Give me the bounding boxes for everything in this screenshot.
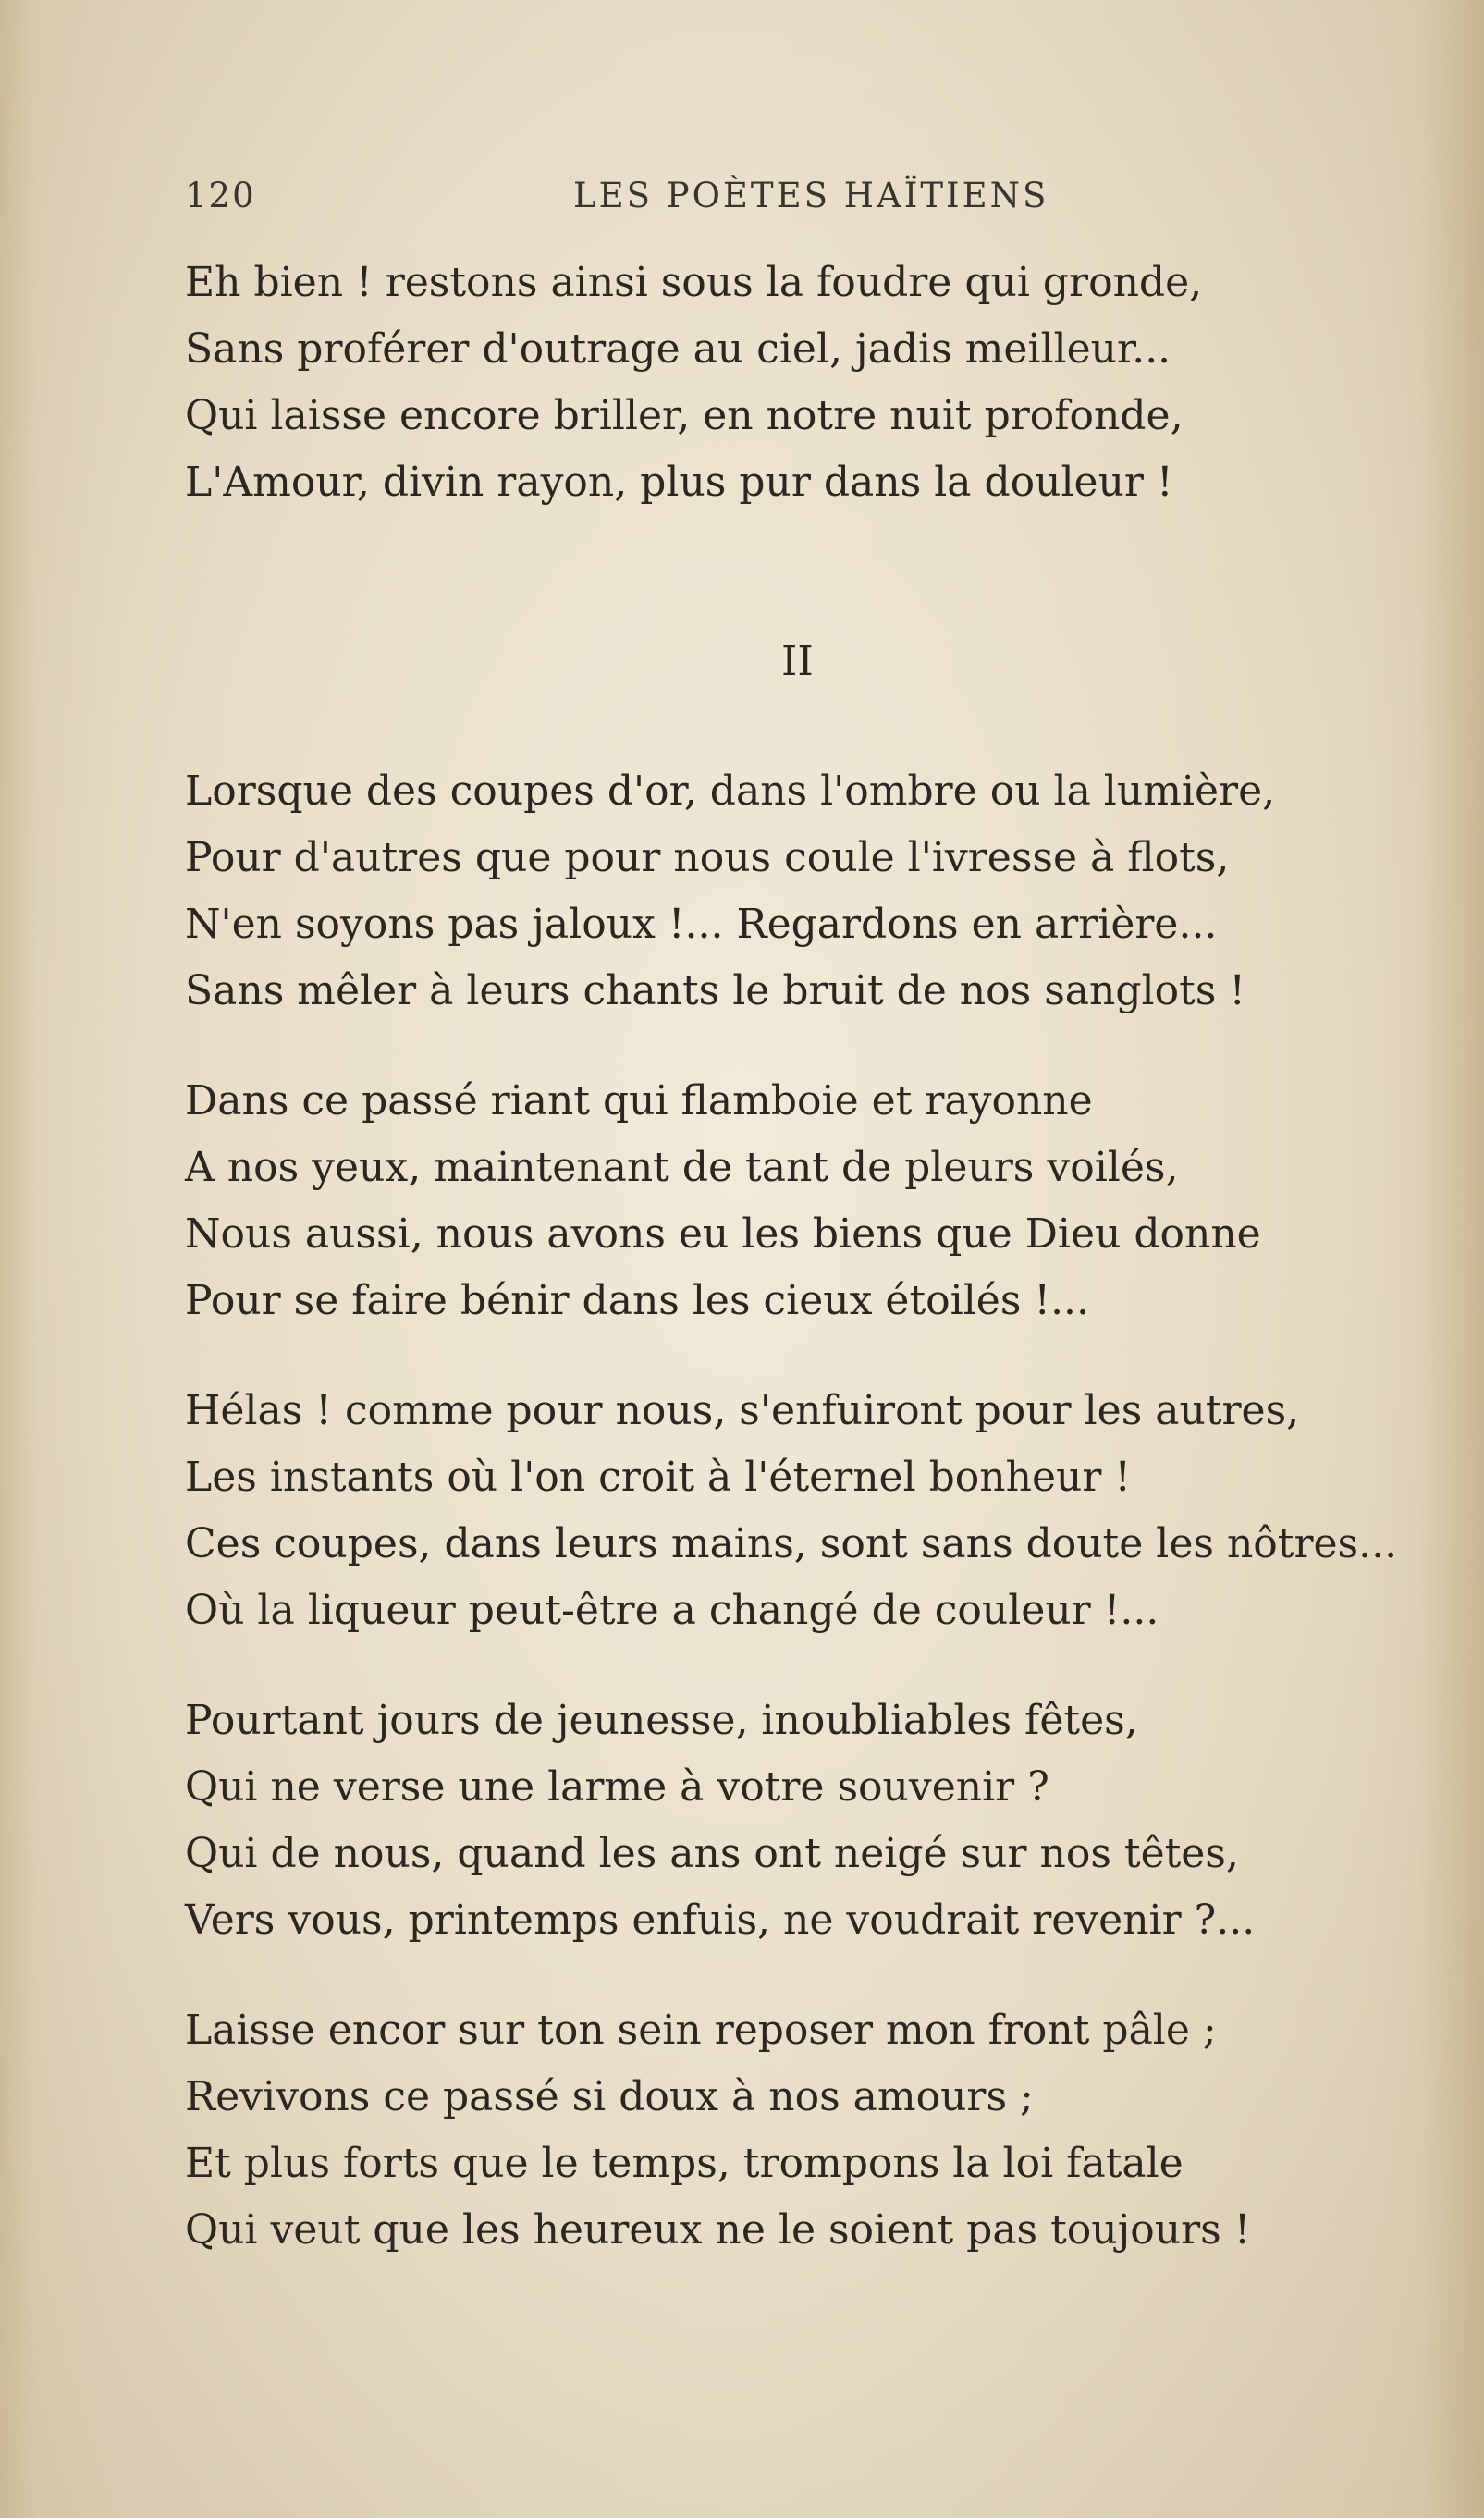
verse-line: Qui laisse encore briller, en notre nuit profonde, bbox=[185, 392, 1184, 439]
verse-line: Lorsque des coupes d'or, dans l'ombre ou la lumière, bbox=[185, 768, 1276, 815]
verse-line: Qui ne verse une larme à votre souvenir ? bbox=[185, 1763, 1049, 1811]
stanza-4 bbox=[185, 1378, 1397, 1644]
running-head: LES POÈTES HAÏTIENS bbox=[573, 176, 1049, 215]
section-numeral: II bbox=[781, 638, 814, 685]
verse-line: Ces coupes, dans leurs mains, sont sans doute les nôtres... bbox=[185, 1520, 1398, 1567]
verse-line: Vers vous, printemps enfuis, ne voudrait revenir ?... bbox=[185, 1897, 1256, 1944]
verse-line: A nos yeux, maintenant de tant de pleurs voilés, bbox=[185, 1144, 1179, 1191]
verse-line: Pour d'autres que pour nous coule l'ivresse à flots, bbox=[185, 834, 1230, 881]
stanza-6 bbox=[185, 1997, 1250, 2264]
stanza-1 bbox=[185, 250, 1304, 516]
verse-line: Qui de nous, quand les ans ont neigé sur nos têtes, bbox=[185, 1830, 1239, 1877]
verse-line: Laisse encor sur ton sein reposer mon front pâle ; bbox=[185, 2007, 1217, 2054]
verse-line: Et plus forts que le temps, trompons la loi fatale bbox=[185, 2140, 1184, 2187]
verse-line: Nous aussi, nous avons eu les biens que Dieu donne bbox=[185, 1210, 1261, 1258]
verse-line: Hélas ! comme pour nous, s'enfuiront pour les autres, bbox=[185, 1387, 1300, 1434]
verse-line: Qui veut que les heureux ne le soient pas toujours ! bbox=[185, 2206, 1251, 2254]
stanza-5 bbox=[185, 1688, 1255, 1954]
verse-line: Pourtant jours de jeunesse, inoubliables fêtes, bbox=[185, 1697, 1138, 1744]
verse-line: N'en soyons pas jaloux !... Regardons en arrière... bbox=[185, 901, 1218, 948]
page-edge-shadow-left bbox=[0, 0, 37, 2518]
page-header bbox=[185, 176, 1294, 222]
stanza-3 bbox=[185, 1068, 1261, 1334]
verse-line: Revivons ce passé si doux à nos amours ; bbox=[185, 2073, 1034, 2120]
page-number: 120 bbox=[185, 176, 256, 215]
verse-line: Les instants où l'on croit à l'éternel bonheur ! bbox=[185, 1454, 1132, 1501]
verse-line: L'Amour, divin rayon, plus pur dans la douleur ! bbox=[185, 459, 1173, 506]
stanza-2 bbox=[185, 758, 1275, 1025]
page-edge-shadow-right bbox=[1419, 0, 1484, 2518]
verse-line: Sans proférer d'outrage au ciel, jadis meilleur... bbox=[185, 325, 1171, 373]
verse-line: Pour se faire bénir dans les cieux étoilés !... bbox=[185, 1277, 1090, 1324]
verse-line: Dans ce passé riant qui flamboie et rayonne bbox=[185, 1077, 1093, 1124]
verse-line: Eh bien ! restons ainsi sous la foudre qui gronde, bbox=[185, 259, 1203, 306]
verse-line: Sans mêler à leurs chants le bruit de nos sanglots ! bbox=[185, 967, 1246, 1014]
verse-line: Où la liqueur peut-être a changé de couleur !... bbox=[185, 1587, 1159, 1634]
